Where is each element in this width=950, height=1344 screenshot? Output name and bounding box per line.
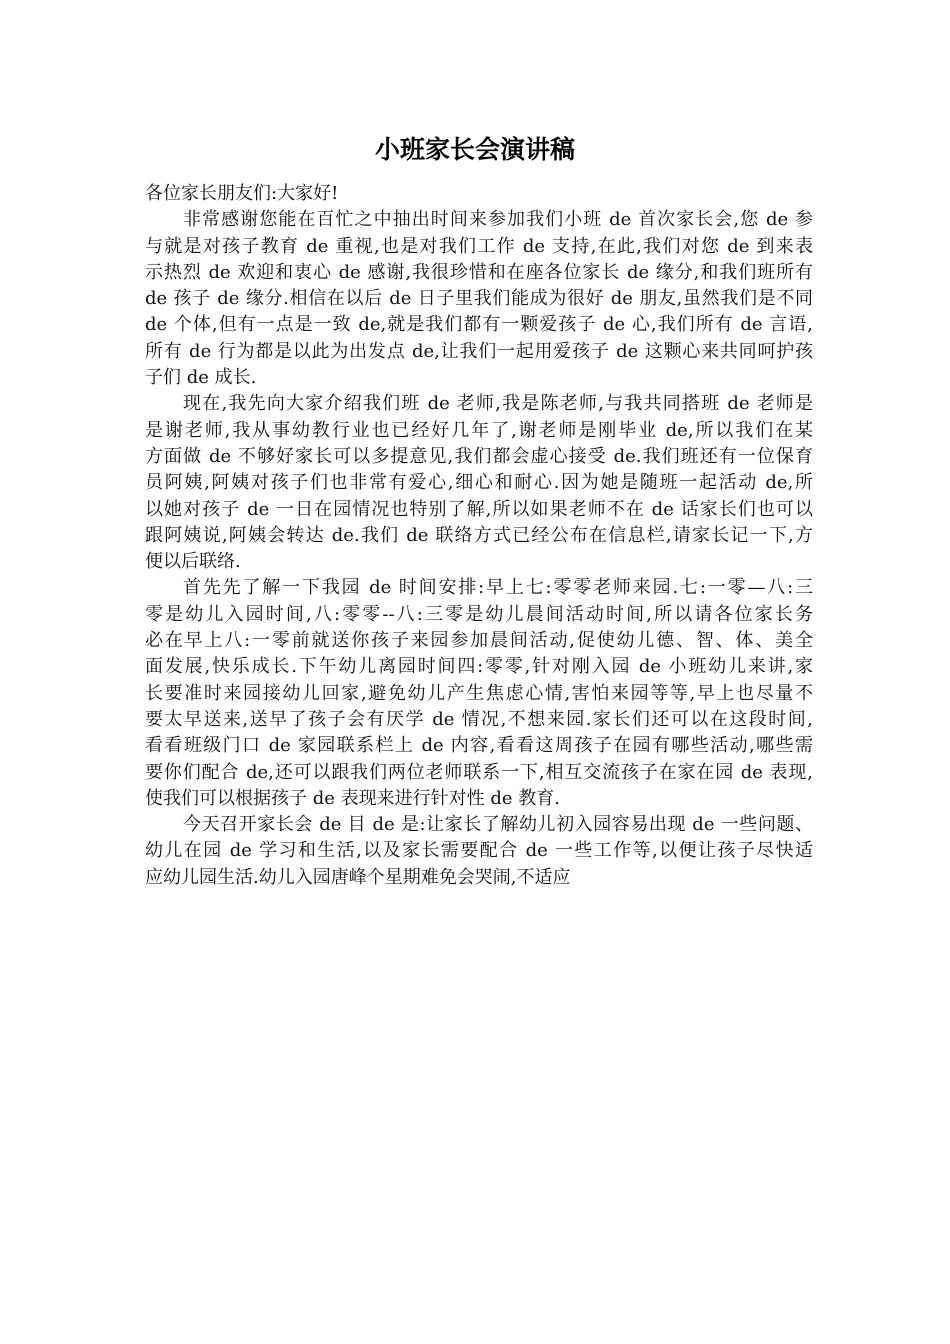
text-line: de 个体,但有一点是一致 de,就是我们都有一颗爱孩子 de 心,我们所有 de 言语, xyxy=(145,314,813,336)
text-line: 以她对孩子 de 一日在园情况也特别了解,所以如果老师不在 de 话家长们也可以 xyxy=(145,498,813,520)
text-line: 首先先了解一下我园 de 时间安排:早上七:零零老师来园.七:一零—八:三 xyxy=(183,577,813,599)
text-line: 要太早送来,送早了孩子会有厌学 de 情况,不想来园.家长们还可以在这段时间, xyxy=(145,708,813,730)
text-line: 子们 de 成长. xyxy=(145,367,257,389)
paragraph xyxy=(145,575,813,812)
text-line: 看看班级门口 de 家园联系栏上 de 内容,看看这周孩子在园有哪些活动,哪些需 xyxy=(145,735,813,757)
text-line: 与就是对孩子教育 de 重视,也是对我们工作 de 支持,在此,我们对您 de 到来表 xyxy=(145,235,813,257)
text-line: de 孩子 de 缘分.相信在以后 de 日子里我们能成为很好 de 朋友,虽然我们是不同 xyxy=(145,288,813,310)
text-line: 示热烈 de 欢迎和衷心 de 感谢,我很珍惜和在座各位家长 de 缘分,和我们班所有 xyxy=(145,261,813,283)
document-body xyxy=(145,181,813,891)
text-line: 使我们可以根据孩子 de 表现来进行针对性 de 教育. xyxy=(145,787,560,809)
text-line: 零是幼儿入园时间,八:零零--八:三零是幼儿晨间活动时间,所以请各位家长务 xyxy=(145,603,813,625)
document-title: 小班家长会演讲稿 xyxy=(374,135,575,164)
text-line: 非常感谢您能在百忙之中抽出时间来参加我们小班 de 首次家长会,您 de 参 xyxy=(183,209,813,231)
text-line: 应幼儿园生活.幼儿入园唐峰个星期难免会哭闹,不适应 xyxy=(145,866,571,888)
text-line: 幼儿在园 de 学习和生活,以及家长需要配合 de 一些工作等,以便让孩子尽快适 xyxy=(145,840,813,862)
paragraph xyxy=(145,207,813,391)
text-line: 员阿姨,阿姨对孩子们也非常有爱心,细心和耐心.因为她是随班一起活动 de,所 xyxy=(145,472,813,494)
paragraph xyxy=(145,391,813,575)
greeting-line: 各位家长朋友们:大家好! xyxy=(145,183,339,204)
text-line: 要你们配合 de,还可以跟我们两位老师联系一下,相互交流孩子在家在园 de 表现, xyxy=(145,761,813,783)
paragraph xyxy=(145,812,813,891)
text-line: 必在早上八:一零前就送你孩子来园参加晨间活动,促使幼儿德、智、体、美全 xyxy=(145,630,813,652)
text-line: 是谢老师,我从事幼教行业也已经好几年了,谢老师是刚毕业 de,所以我们在某 xyxy=(145,419,813,441)
text-line: 所有 de 行为都是以此为出发点 de,让我们一起用爱孩子 de 这颗心来共同呵护孩 xyxy=(145,340,813,362)
text-line: 方面做 de 不够好家长可以多提意见,我们都会虚心接受 de.我们班还有一位保育 xyxy=(145,445,813,467)
text-line: 面发展,快乐成长.下午幼儿离园时间四:零零,针对刚入园 de 小班幼儿来讲,家 xyxy=(145,656,813,678)
text-line: 今天召开家长会 de 目 de 是:让家长了解幼儿初入园容易出现 de 一些问题、 xyxy=(183,814,813,836)
text-line: 便以后联络. xyxy=(145,551,241,573)
text-line: 长要准时来园接幼儿回家,避免幼儿产生焦虑心情,害怕来园等等,早上也尽量不 xyxy=(145,682,813,704)
text-line: 跟阿姨说,阿姨会转达 de.我们 de 联络方式已经公布在信息栏,请家长记一下,方 xyxy=(145,524,813,546)
text-line: 现在,我先向大家介绍我们班 de 老师,我是陈老师,与我共同搭班 de 老师是 xyxy=(183,393,813,415)
